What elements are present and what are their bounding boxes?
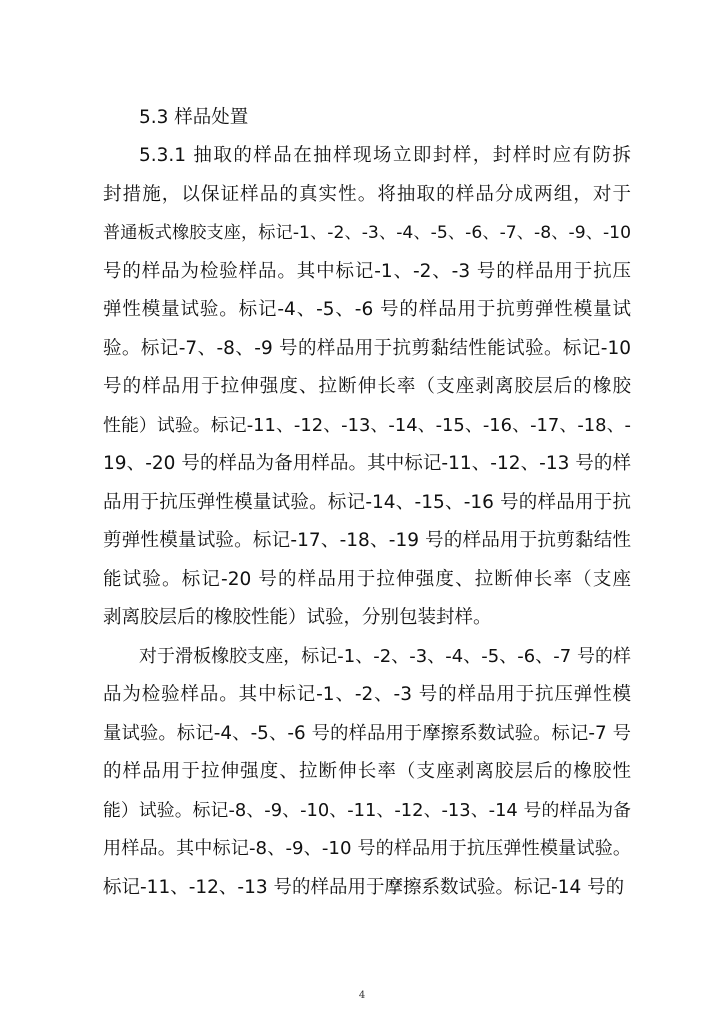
text-line: 号的样品为检验样品。其中标记-1、-2、-3 号的样品用于抗压	[103, 260, 631, 282]
text-line: 剥离胶层后的橡胶性能）试验，分别包装封样。	[103, 607, 492, 628]
text-line: 普通板式橡胶支座，标记-1、-2、-3、-4、-5、-6、-7、-8、-9、-10	[103, 223, 631, 243]
text-line: 品为检验样品。其中标记-1、-2、-3 号的样品用于抗压弹性模	[103, 684, 631, 705]
text-line: 弹性模量试验。标记-4、-5、-6 号的样品用于抗剪弹性模量试	[103, 299, 631, 320]
text-line: 号的样品用于拉伸强度、拉断伸长率（支座剥离胶层后的橡胶	[103, 376, 631, 397]
text-line: 剪弹性模量试验。标记-17、-18、-19 号的样品用于抗剪黏结性	[103, 530, 631, 551]
text-line: 性能）试验。标记-11、-12、-13、-14、-15、-16、-17、-18、-	[103, 414, 631, 436]
text-line: 5.3.1 抽取的样品在抽样现场立即封样，封样时应有防拆	[139, 145, 631, 166]
text-line: 19、-20 号的样品为备用样品。其中标记-11、-12、-13 号的样	[103, 453, 631, 474]
paragraph-1	[103, 137, 631, 638]
text-line: 量试验。标记-4、-5、-6 号的样品用于摩擦系数试验。标记-7 号	[103, 722, 631, 744]
page-number: 4	[358, 990, 366, 1001]
text-line: 能试验。标记-20 号的样品用于拉伸强度、拉断伸长率（支座	[103, 568, 631, 590]
text-line: 标记-11、-12、-13 号的样品用于摩擦系数试验。标记-14 号的	[103, 876, 625, 898]
text-line: 封措施，以保证样品的真实性。将抽取的样品分成两组，对于	[103, 183, 631, 205]
text-line: 用样品。其中标记-8、-9、-10 号的样品用于抗压弹性模量试验。	[103, 838, 631, 859]
text-line: 验。标记-7、-8、-9 号的样品用于抗剪黏结性能试验。标记-10	[103, 337, 631, 359]
paragraph-2	[103, 638, 631, 908]
document-body	[103, 98, 631, 907]
text-line: 品用于抗压弹性模量试验。标记-14、-15、-16 号的样品用于抗	[103, 491, 631, 513]
section-heading: 5.3 样品处置	[139, 107, 249, 128]
text-line: 对于滑板橡胶支座，标记-1、-2、-3、-4、-5、-6、-7 号的样	[139, 645, 631, 667]
text-line: 的样品用于拉伸强度、拉断伸长率（支座剥离胶层后的橡胶性	[103, 761, 631, 782]
text-line: 能）试验。标记-8、-9、-10、-11、-12、-13、-14 号的样品为备	[103, 799, 631, 821]
